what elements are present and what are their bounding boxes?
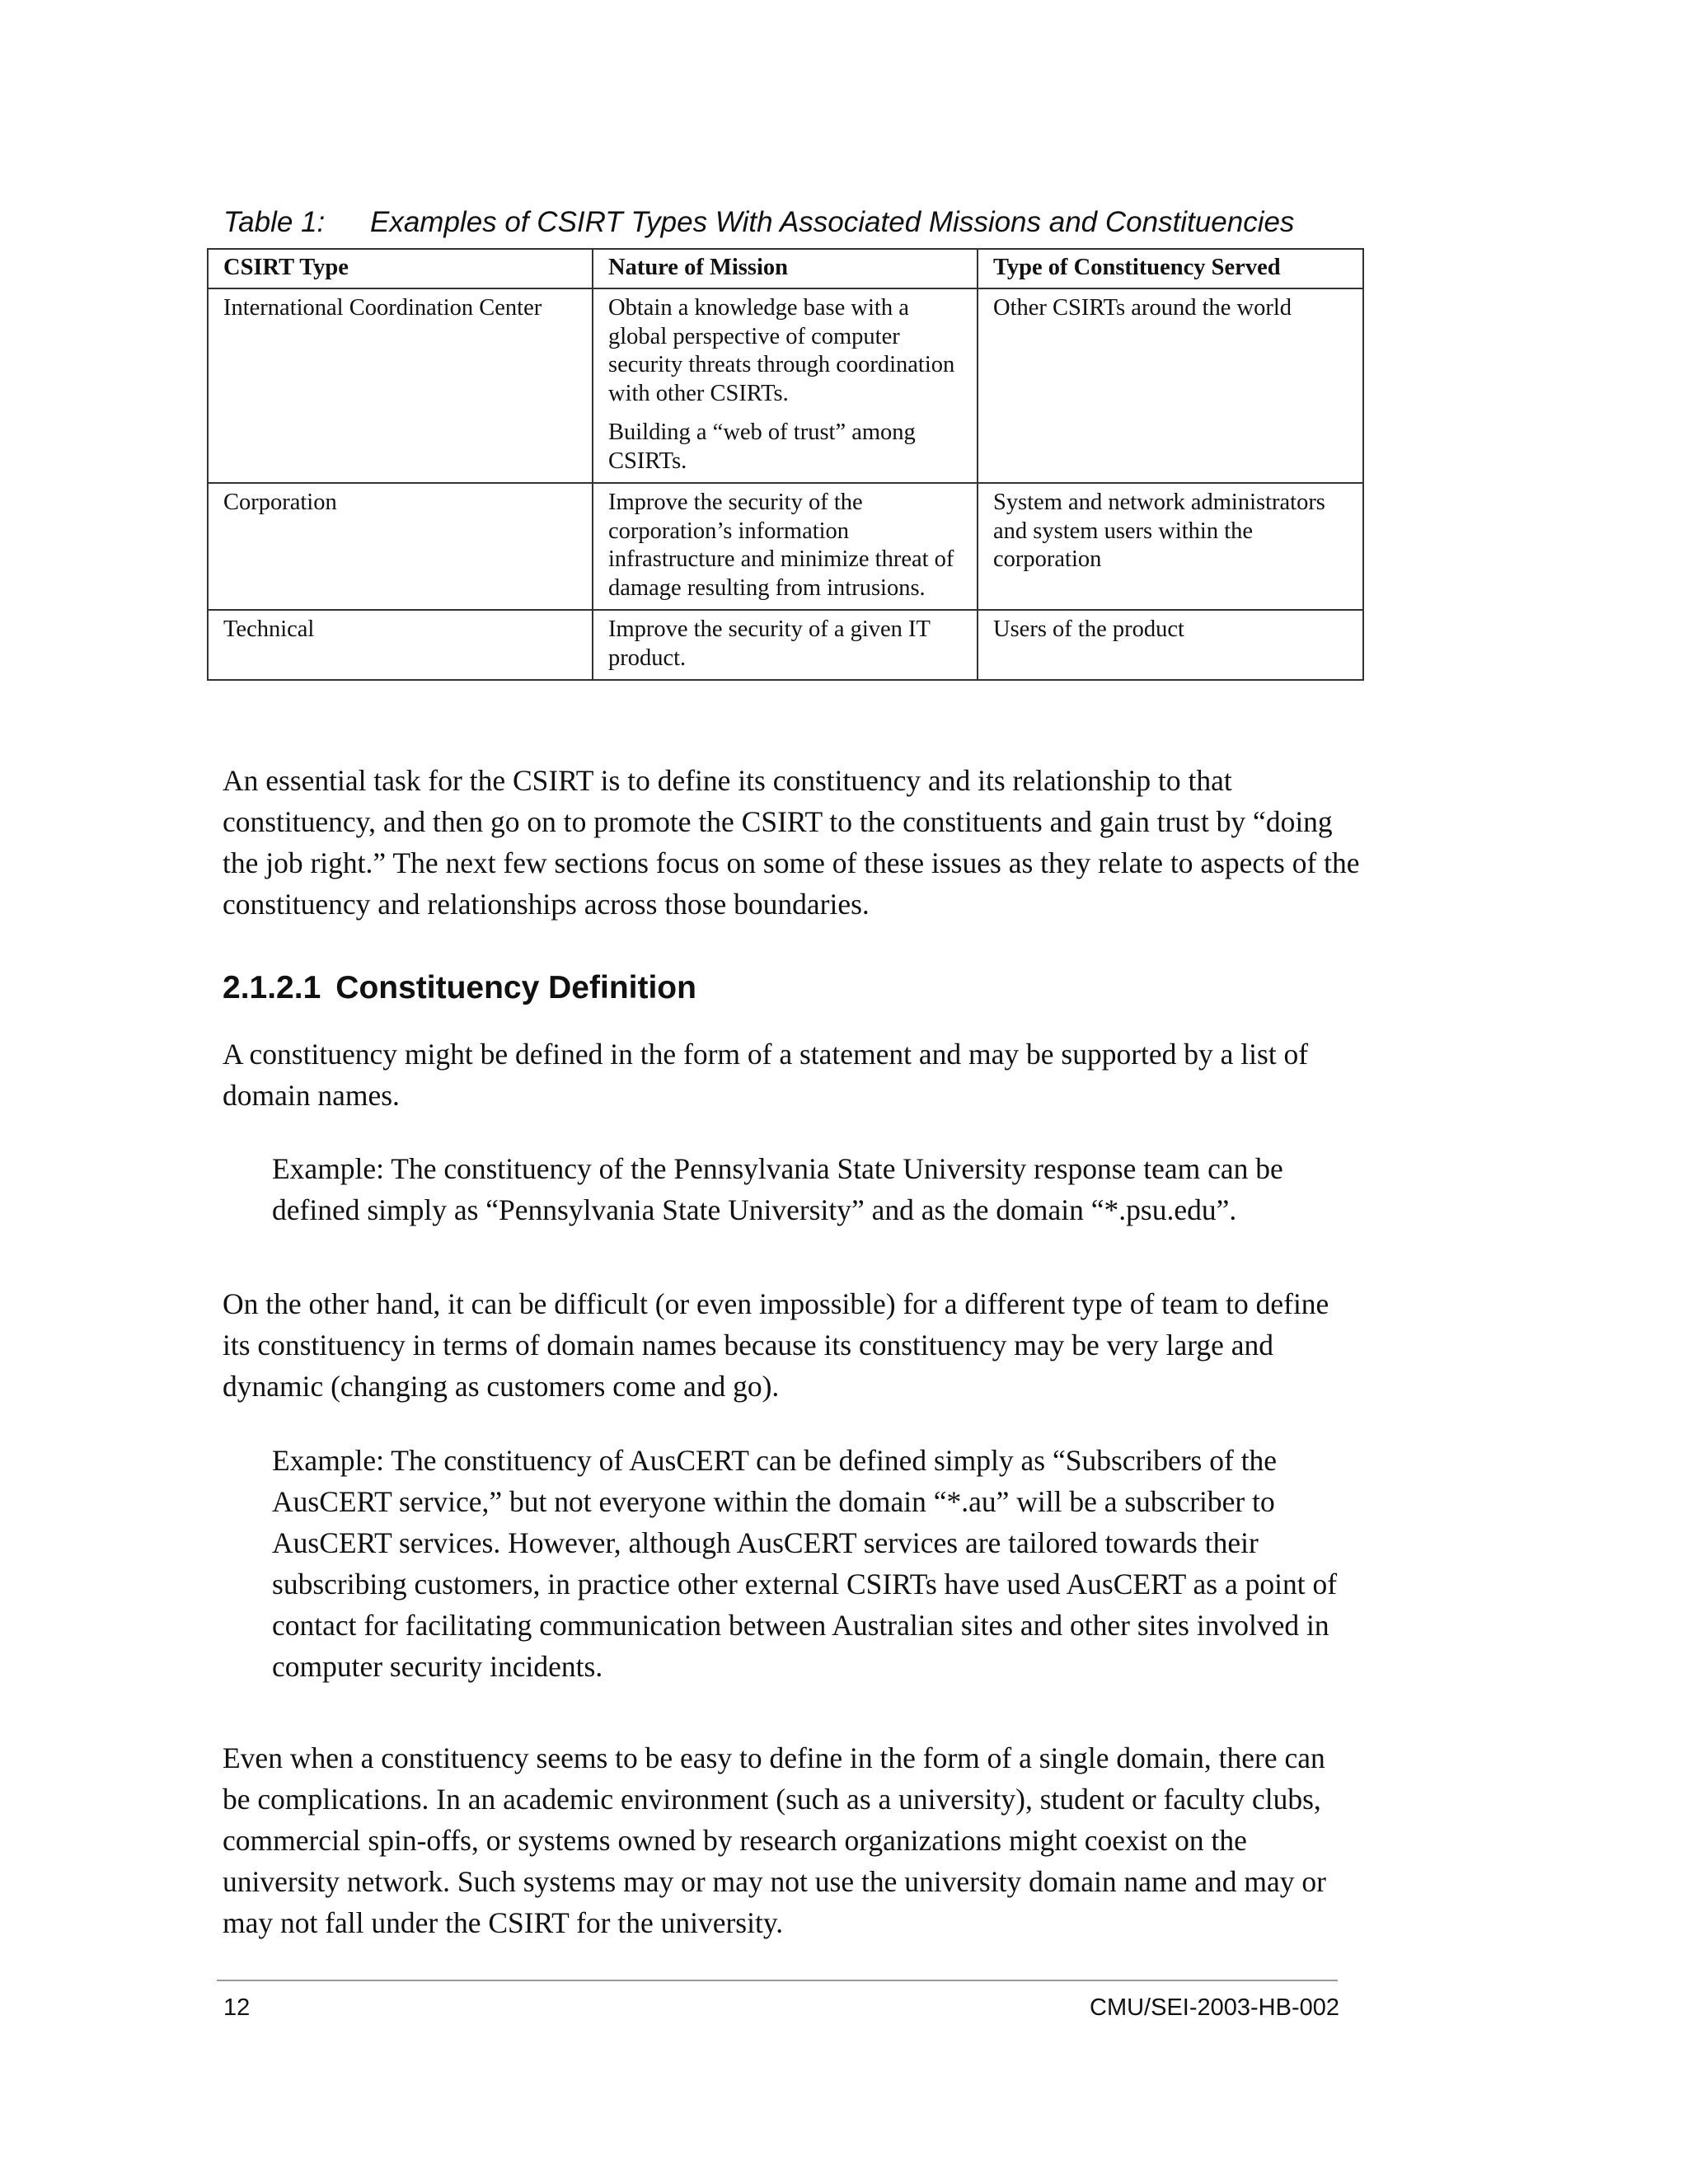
section-number: 2.1.2.1	[223, 970, 321, 1005]
mission-text: Improve the security of a given IT product.	[608, 616, 931, 671]
definition-paragraph: A constituency might be defined in the form of a statement and may be supported by a list of domain names.	[223, 1038, 1309, 1112]
complications-paragraph: Even when a constituency seems to be easy to define in the form of a single domain, there can be complications. In an academic environment (such as a university), student or faculty clubs, commercial spin-offs, or systems owned by research organizations might coexist on the university network. Such systems may or may not use the university domain name and may or may not fall under the CSIRT for the university.	[223, 1741, 1326, 1939]
cell-constituency: Other CSIRTs around the world	[978, 288, 1363, 483]
mission-text: Building a “web of trust” among CSIRTs.	[608, 419, 916, 474]
cell-csirt-type: International Coordination Center	[208, 288, 593, 483]
footer-divider	[217, 1980, 1338, 1981]
cell-mission	[593, 610, 978, 680]
cell-csirt-type: Technical	[208, 610, 593, 680]
document-id: CMU/SEI-2003-HB-002	[1090, 1994, 1339, 2021]
section-heading	[223, 968, 696, 1008]
mission-text: Obtain a knowledge base with a global perspective of computer security threats through coordination with other CSIRTs.	[608, 295, 955, 406]
cell-constituency: System and network administrators and system users within the corporation	[978, 483, 1363, 610]
page-number: 12	[223, 1994, 251, 2021]
csirt-types-table	[207, 248, 1364, 681]
intro-paragraph: An essential task for the CSIRT is to define its constituency and its relationship to that constituency, and then go on to promote the CSIRT to the constituents and gain trust by “doing the job right.” The next few sections focus on some of these issues as they relate to aspects of the constituency and relationships across those boundaries.	[223, 764, 1360, 921]
difficulty-paragraph: On the other hand, it can be difficult (or even impossible) for a different type of team to define its constituency in terms of domain names because its constituency may be very large and dynamic (changing as customers come and go).	[223, 1287, 1329, 1403]
table-header-row	[208, 249, 1363, 288]
example-auscert: Example: The constituency of AusCERT can be defined simply as “Subscribers of the AusCERT service,” but not everyone within the domain “*.au” will be a subscriber to AusCERT services. However, although AusCERT services are tailored towards their subscribing customers, in practice other external CSIRTs have used AusCERT as a point of contact for facilitating communication between Australian sites and other sites involved in computer security incidents.	[272, 1444, 1338, 1683]
header-constituency-served: Type of Constituency Served	[978, 249, 1363, 288]
table-row	[208, 610, 1363, 680]
table-row	[208, 288, 1363, 483]
section-title: Constituency Definition	[335, 970, 696, 1005]
header-csirt-type: CSIRT Type	[208, 249, 593, 288]
table-row	[208, 483, 1363, 610]
cell-mission	[593, 483, 978, 610]
table-caption	[223, 204, 1377, 241]
cell-constituency: Users of the product	[978, 610, 1363, 680]
table-caption-title: Examples of CSIRT Types With Associated Missions and Constituencies	[370, 206, 1295, 238]
mission-text: Improve the security of the corporation’s information infrastructure and minimize threat of damage resulting from intrusions.	[608, 490, 954, 601]
cell-csirt-type: Corporation	[208, 483, 593, 610]
cell-mission	[593, 288, 978, 483]
header-nature-of-mission: Nature of Mission	[593, 249, 978, 288]
example-psu: Example: The constituency of the Pennsylvania State University response team can be defined simply as “Pennsylvania State University” and as the domain “*.psu.edu”.	[272, 1152, 1283, 1226]
table-caption-label: Table 1:	[223, 206, 326, 238]
